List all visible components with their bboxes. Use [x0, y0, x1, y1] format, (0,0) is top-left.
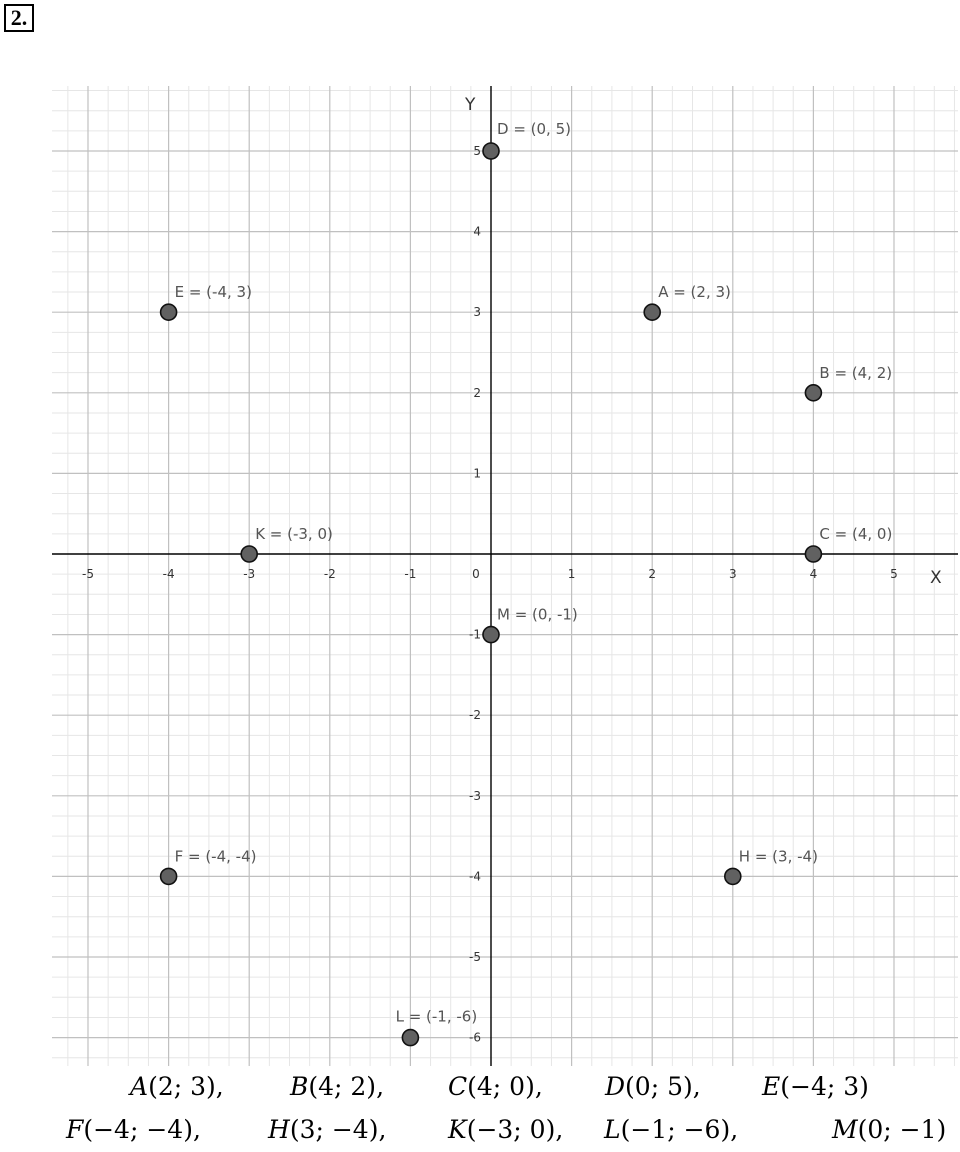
y-tick-label: -2 [469, 708, 481, 723]
answer-item: D(0; 5), [605, 1072, 701, 1101]
answer-item: L(−1; −6), [604, 1115, 739, 1144]
points [161, 120, 893, 1046]
task-number: 2. [4, 4, 34, 32]
y-tick-label: 2 [473, 385, 481, 400]
point-b [805, 385, 821, 401]
point-d [483, 143, 499, 159]
x-tick-label: 4 [809, 567, 818, 581]
point-label-f: F = (-4, -4) [174, 847, 257, 866]
y-tick-label: 4 [473, 224, 481, 239]
point-k [241, 546, 257, 562]
x-tick-label: -3 [243, 567, 256, 581]
y-tick-label: 1 [473, 466, 481, 481]
major-grid [52, 86, 958, 1066]
answer-item: E(−4; 3) [762, 1072, 869, 1101]
minor-grid [52, 86, 958, 1066]
y-tick-label: 3 [473, 305, 481, 320]
y-tick-label: 5 [473, 144, 481, 158]
point-c [805, 546, 821, 562]
y-tick-label: -3 [469, 788, 481, 803]
answer-item: A(2; 3), [130, 1072, 224, 1101]
point-label-b: B = (4, 2) [819, 363, 893, 382]
answer-item: F(−4; −4), [66, 1115, 201, 1144]
point-m [483, 627, 499, 643]
point-label-l: L = (-1, -6) [395, 1007, 478, 1026]
x-axis-label: X [930, 568, 942, 588]
y-tick-label: -5 [469, 950, 481, 964]
point-l [402, 1030, 418, 1046]
x-tick-label: 2 [648, 567, 657, 581]
x-tick-label: 5 [890, 567, 898, 581]
y-tick-label: -1 [469, 627, 481, 642]
point-label-m: M = (0, -1) [497, 605, 578, 624]
point-h [725, 868, 741, 884]
y-tick-label: -4 [469, 869, 481, 884]
y-axis-label: Y [465, 95, 476, 115]
point-label-k: K = (-3, 0) [255, 525, 333, 543]
axes [52, 86, 958, 1066]
y-tick-label: -6 [469, 1030, 481, 1045]
point-label-a: A = (2, 3) [658, 283, 731, 302]
point-label-c: C = (4, 0) [819, 525, 893, 543]
x-tick-label: -1 [404, 567, 417, 581]
x-tick-label: -4 [162, 567, 175, 581]
answer-item: K(−3; 0), [448, 1115, 564, 1144]
x-tick-label: -5 [82, 567, 94, 581]
x-tick-label: 3 [728, 567, 737, 581]
point-e [161, 304, 177, 320]
point-label-e: E = (-4, 3) [174, 283, 252, 302]
answer-item: B(4; 2), [290, 1072, 385, 1101]
answer-item: C(4; 0), [448, 1072, 543, 1101]
point-f [161, 868, 177, 884]
point-a [644, 304, 660, 320]
answer-item: M(0; −1) [832, 1115, 947, 1144]
answers-row-1 [0, 1072, 960, 1108]
point-label-h: H = (3, -4) [738, 847, 818, 866]
x-tick-label: 1 [567, 567, 576, 581]
answer-item: H(3; −4), [268, 1115, 387, 1144]
point-label-d: D = (0, 5) [497, 120, 571, 138]
answers-row-2 [0, 1115, 960, 1151]
origin-label: 0 [472, 567, 480, 581]
x-tick-label: -2 [323, 567, 336, 581]
